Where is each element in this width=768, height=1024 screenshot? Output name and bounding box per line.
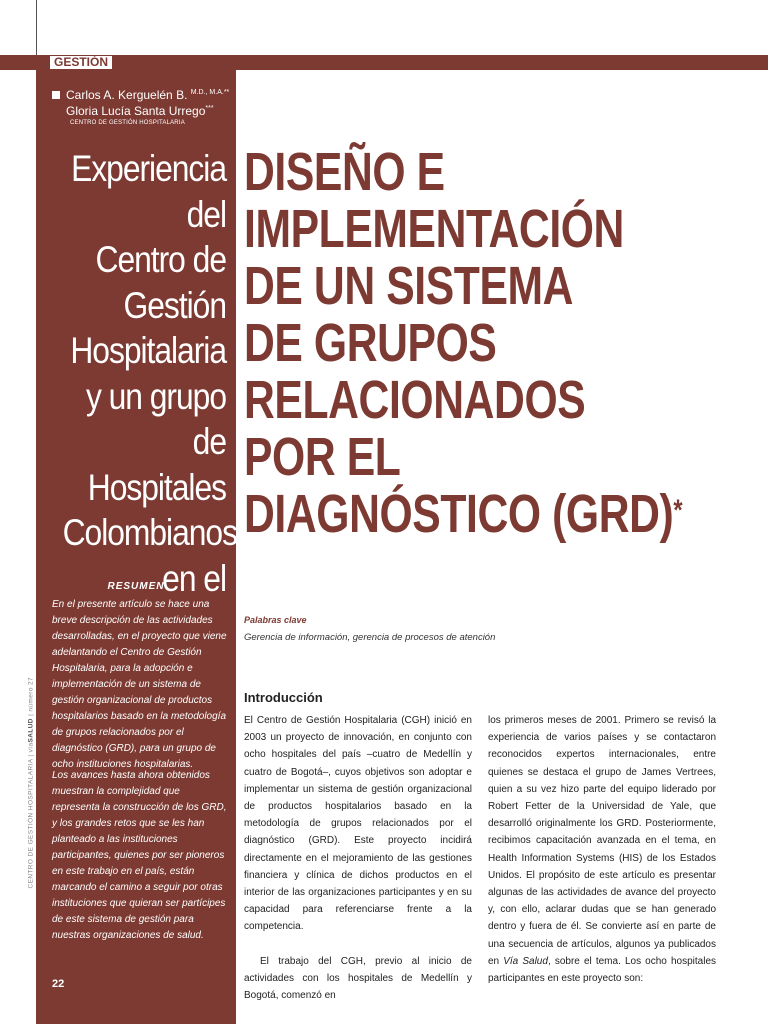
- spine-running-footer: [27, 676, 35, 889]
- intro-paragraph-3-end: , sobre el tema. Los ocho hospitales participantes en este proyecto son:: [488, 955, 716, 985]
- authors-block: [52, 86, 232, 127]
- page-number: 22: [52, 978, 65, 990]
- journal-name-italic: Vía Salud: [503, 955, 548, 967]
- keywords-text: Gerencia de información, gerencia de procesos de atención: [244, 632, 496, 643]
- title-line: IMPLEMENTACIÓN: [244, 199, 624, 259]
- article-title: [244, 142, 683, 544]
- title-line: DE UN SISTEMA: [244, 256, 574, 316]
- title-line: RELACIONADOS: [244, 370, 586, 430]
- title-line: DIAGNÓSTICO (GRD): [244, 484, 674, 544]
- section-label: GESTIÓN: [50, 56, 112, 69]
- title-line: DE GRUPOS: [244, 313, 497, 373]
- intro-paragraph-3-text: los primeros meses de 2001. Primero se revisó la experiencia de varios países y se contactaron reconocidos expertos internacionales, entre quienes se destaca el grupo de James Vertrees, quien a su vez hizo parte del equipo liderado por Robert Fetter de la Universidad de Yale, que desarrolló originalmente los GRD. Posteriormente, recibimos capacitación avanzada en el tema, en Health Information Systems (HIS) de los Estados Unidos. El propósito de este artículo es presentar algunas de las actividades de avance del proyecto y, con ello, aclarar dudas que se han generado dentro y fuera de él. Se convierte así en parte de una secuencia de artículos, algunos ya publicados en: [488, 715, 716, 967]
- article-subtitle: [62, 146, 237, 601]
- subtitle-line: de Hospitales: [87, 421, 227, 508]
- subtitle-line: Centro de: [95, 239, 226, 280]
- spine-brand: SALUD: [27, 718, 35, 743]
- header-band: [0, 55, 768, 70]
- subtitle-line: en el: [162, 557, 226, 599]
- title-footnote-mark: *: [673, 494, 683, 527]
- body-column-2: [488, 712, 716, 987]
- author-1-name: Carlos A. Kerguelén B.: [66, 88, 188, 102]
- author-1-credentials: M.D., M.A.: [190, 89, 224, 96]
- intro-paragraph-2: El trabajo del CGH, previo al inicio de actividades con los hospitales de Medellín y Bogotá, comenzó en: [244, 955, 472, 1002]
- spine-journal: CENTRO DE GESTIÓN HOSPITALARIA | vía: [27, 742, 35, 889]
- spine-issue: | número 27: [27, 676, 35, 719]
- author-1: [52, 86, 232, 102]
- keywords-heading: Palabras clave: [244, 615, 307, 625]
- author-2-name: Gloria Lucía Santa Urrego: [66, 104, 206, 118]
- author-2-mark: ***: [205, 105, 214, 112]
- resumen-paragraph-1: En el presente artículo se hace una breve descripción de las actividades desarrolladas, en el proyecto que viene adelantando el Centro de Gestión Hospitalaria, para la adopción e implementación de un sistema de gestión organizacional de productos hospitalarios basado en la metodología de grupos relacionados por el diagnóstico (GRD), para un grupo de ocho instituciones hospitalarias.: [52, 599, 227, 770]
- square-bullet-icon: [52, 91, 60, 99]
- title-line: POR EL: [244, 427, 401, 487]
- intro-heading: Introducción: [244, 690, 323, 705]
- title-line: DISEÑO E: [244, 142, 445, 202]
- resumen-paragraph-2: Los avances hasta ahora obtenidos muestran la complejidad que representa la construcción de los GRD, y los grandes retos que se les han planteado a las instituciones participantes, quienes por ser pioneros en este trabajo en el país, están marcando el camino a seguir por otras instituciones que quieran ser partícipes de este sistema de gestión para nuestras organizaciones de salud.: [52, 770, 227, 941]
- author-affiliation: CENTRO DE GESTIÓN HOSPITALARIA: [70, 120, 185, 126]
- intro-paragraph-1: El Centro de Gestión Hospitalaria (CGH) inició en 2003 un proyecto de innovación, en conjunto con ocho hospitales del país –cuatro de Medellín y cuatro de Bogotá–, cuyos objetivos son adoptar e implementar un sistema de gestión organizacional de productos hospitalarios basado en la metodología de grupos relacionados por el diagnóstico (GRD). Este proyecto incidirá directamente en el mejoramiento de las gestiones financiera y clínica de dichos productos en el interior de las organizaciones participantes y en su capacidad para referenciarse frente a la competencia.: [244, 715, 472, 933]
- body-column-1: [244, 712, 472, 1004]
- top-rule: [36, 0, 37, 55]
- subtitle-line: Experiencia: [71, 148, 226, 189]
- subtitle-line: del: [186, 193, 226, 235]
- author-2: [66, 102, 232, 118]
- resumen-heading: RESUMEN: [107, 581, 165, 592]
- subtitle-line: y un grupo: [85, 375, 226, 417]
- subtitle-line: Hospitalaria: [70, 330, 227, 371]
- author-1-mark: **: [223, 89, 230, 96]
- intro-paragraph-3: [488, 712, 716, 987]
- subtitle-line: Gestión: [123, 284, 226, 326]
- subtitle-line: Colombianos: [62, 512, 237, 553]
